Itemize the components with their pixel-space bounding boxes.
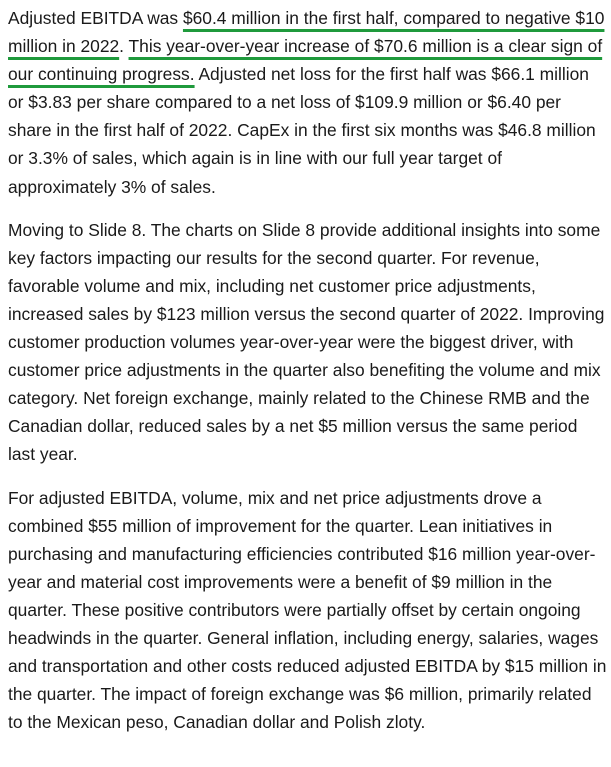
document-body bbox=[8, 4, 609, 751]
paragraph-ebitda-first-half bbox=[8, 4, 609, 201]
text-segment: Adjusted EBITDA was bbox=[8, 8, 183, 28]
text-segment: Adjusted net loss for the first half was $66.1 million or $3.83 per share compared to a net loss of $109.9 million or $6.40 per share in the first half of 2022. CapEx in the first six months was $46.8 million or 3.3% of sales, which again is in line with our full year target of approximately 3% of sales. bbox=[8, 64, 596, 197]
paragraph-adjusted-ebitda-drivers bbox=[8, 484, 609, 737]
text-segment: Moving to Slide 8. The charts on Slide 8 provide additional insights into some key factors impacting our results for the second quarter. For revenue, favorable volume and mix, including net customer price adjustments, increased sales by $123 million versus the second quarter of 2022. Improving customer production volumes year-over-year were the biggest driver, with customer price adjustments in the quarter also benefiting the volume and mix category. Net foreign exchange, mainly related to the Chinese RMB and the Canadian dollar, reduced sales by a net $5 million versus the same period last year. bbox=[8, 219, 605, 465]
paragraph-slide-8-revenue bbox=[8, 216, 609, 469]
text-segment: For adjusted EBITDA, volume, mix and net price adjustments drove a combined $55 million of improvement for the quarter. Lean initiatives in purchasing and manufacturing efficiencies contributed $16 million year-over-year and material cost improvements were a benefit of $9 million in the quarter. These positive contributors were partially offset by certain ongoing headwinds in the quarter. General inflation, including energy, salaries, wages and transportation and other costs reduced adjusted EBITDA by $15 million in the quarter. The impact of foreign exchange was $6 million, primarily related to the Mexican peso, Canadian dollar and Polish zloty. bbox=[8, 487, 607, 733]
highlighted-text-ebitda-comparison: $60.4 million in the first half, compared to negative $10 million in 2022 bbox=[8, 8, 605, 57]
highlighted-text-yoy-increase: This year-over-year increase of $70.6 million is a clear sign of our continuing progress. bbox=[8, 36, 603, 85]
text-segment: . bbox=[119, 36, 129, 57]
